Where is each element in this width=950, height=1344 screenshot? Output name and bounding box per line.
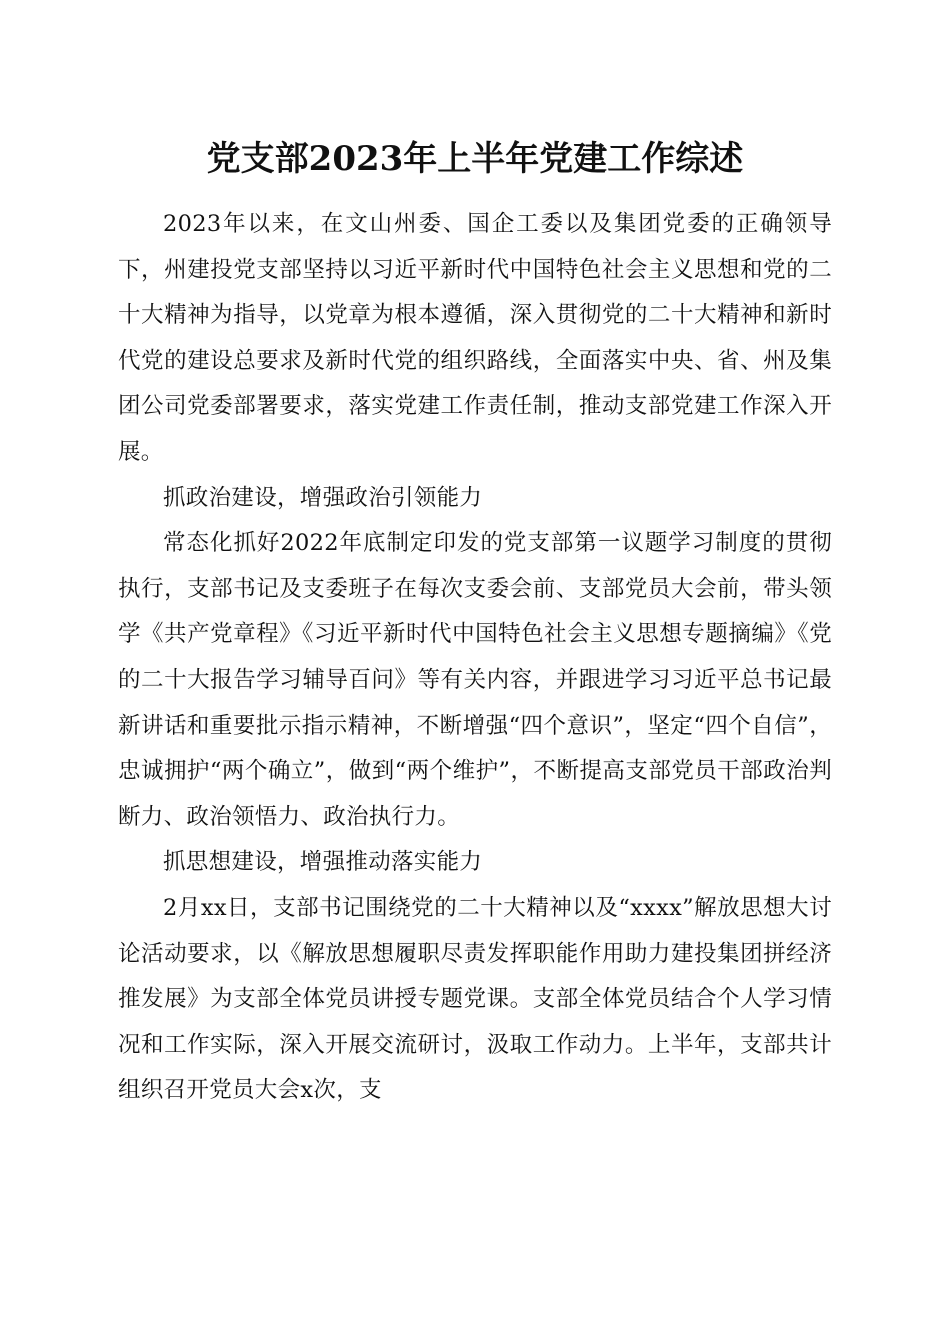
paragraph-ideological: 2月xx日，支部书记围绕党的二十大精神以及“xxxx”解放思想大讨论活动要求，以《解放思想履职尽责发挥职能作用助力建投集团拼经济推发展》为支部全体党员讲授专题党课。支部全体党员结合个人学习情况和工作实际，深入开展交流研讨，汲取工作动力。上半年，支部共计组织召开党员大会x次，支	[118, 894, 832, 1104]
section-heading-political: 抓政治建设，增强政治引领能力	[163, 484, 483, 511]
section-heading-ideological: 抓思想建设，增强推动落实能力	[163, 849, 483, 876]
paragraph-intro: 2023年以来，在文山州委、国企工委以及集团党委的正确领导下，州建投党支部坚持以习近平新时代中国特色社会主义思想和党的二十大精神为指导，以党章为根本遵循，深入贯彻党的二十大精神和新时代党的建设总要求及新时代党的组织路线，全面落实中央、省、州及集团公司党委部署要求，落实党建工作责任制，推动支部党建工作深入开展。	[118, 211, 832, 465]
document-title: 党支部2023年上半年党建工作综述	[206, 139, 744, 179]
paragraph-political: 常态化抓好2022年底制定印发的党支部第一议题学习制度的贯彻执行，支部书记及支委班子在每次支委会前、支部党员大会前，带头领学《共产党章程》《习近平新时代中国特色社会主义思想专题摘编》《党的二十大报告学习辅导百问》等有关内容，并跟进学习习近平总书记最新讲话和重要批示指示精神，不断增强“四个意识”，坚定“四个自信”，忠诚拥护“两个确立”，做到“两个维护”，不断提高支部党员干部政治判断力、政治领悟力、政治执行力。	[118, 530, 832, 830]
document-body	[118, 202, 832, 1114]
